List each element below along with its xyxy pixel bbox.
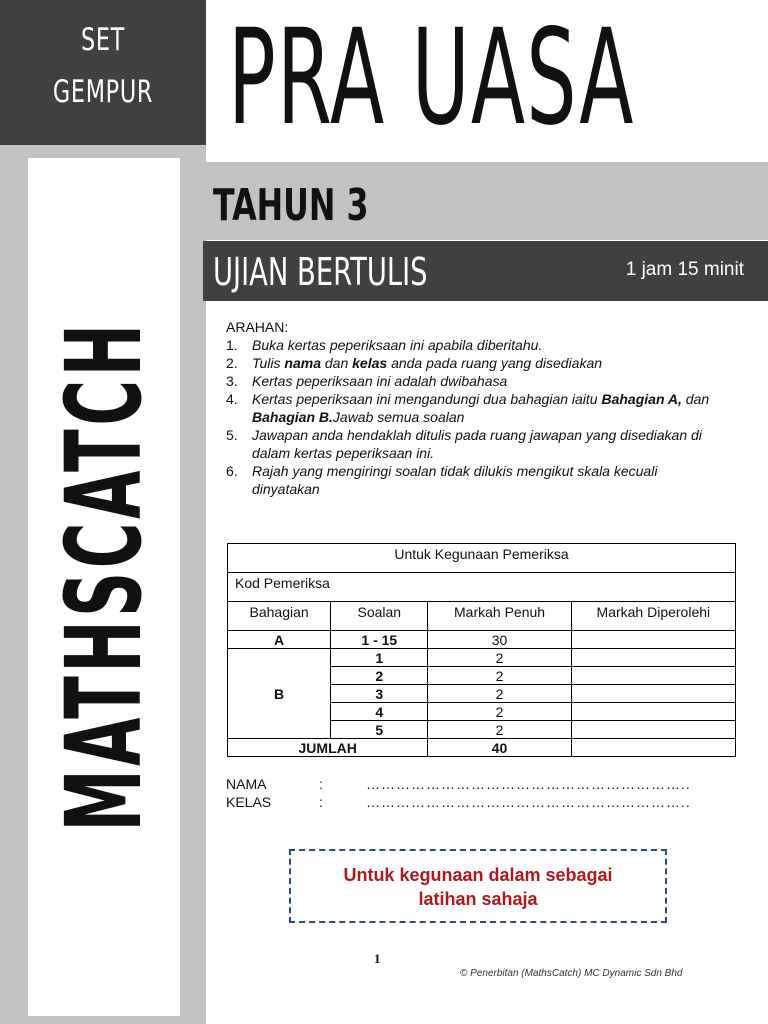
table-header: Bahagian xyxy=(228,602,331,631)
question-full-marks: 2 xyxy=(428,685,571,703)
brand-name: MATHSCATCH xyxy=(43,320,165,832)
page-number: 1 xyxy=(374,951,381,966)
question-full-marks: 2 xyxy=(428,649,571,667)
question-number: 3 xyxy=(331,685,428,703)
instruction-number: 2. xyxy=(226,355,238,371)
marks-obtained-cell xyxy=(571,721,735,739)
instruction-text: dan xyxy=(681,391,710,407)
year-label: TAHUN 3 xyxy=(213,180,369,231)
table-total-row xyxy=(228,739,736,757)
practice-notice xyxy=(289,849,667,923)
copyright-text: © Penerbitan (MathsCatch) MC Dynamic Sdn Bhd xyxy=(460,968,683,979)
section-b-cell: B xyxy=(228,649,331,739)
question-number: 4 xyxy=(331,703,428,721)
question-number: 1 xyxy=(331,649,428,667)
section-a-full-marks: 30 xyxy=(428,631,571,649)
year-band xyxy=(203,162,768,240)
examiner-table xyxy=(227,543,736,757)
title-text: PRA UASA xyxy=(228,1,635,155)
instruction-item xyxy=(226,354,726,372)
examiner-code-label: Kod Pemeriksa xyxy=(228,573,736,602)
instruction-number: 1. xyxy=(226,337,238,353)
instruction-text: Rajah yang mengiringi soalan tidak dilukis mengikut skala kecuali dinyatakan xyxy=(252,463,658,497)
instruction-emphasis: Bahagian B. xyxy=(252,409,333,425)
instruction-emphasis: nama xyxy=(284,355,321,371)
set-label-box xyxy=(0,0,206,145)
instruction-text: Jawapan anda hendaklah ditulis pada ruang jawapan yang disediakan di dalam kertas peperiksaan ini. xyxy=(252,427,702,461)
notice-line1: Untuk kegunaan dalam sebagai xyxy=(343,865,613,885)
instruction-text: Kertas peperiksaan ini mengandungi dua bahagian iaitu xyxy=(252,391,602,407)
set-label-line1: SET xyxy=(80,22,126,58)
total-label: JUMLAH xyxy=(228,739,428,757)
notice-text xyxy=(291,863,665,911)
instruction-number: 6. xyxy=(226,463,238,479)
question-number: 5 xyxy=(331,721,428,739)
table-title-row xyxy=(228,544,736,573)
instruction-number: 3. xyxy=(226,373,238,389)
instruction-text: dan xyxy=(321,355,353,371)
name-blank-line[interactable]: ……………………………………………………….. xyxy=(366,776,691,792)
marks-obtained-cell xyxy=(571,649,735,667)
marks-obtained-cell xyxy=(571,703,735,721)
instruction-item xyxy=(226,390,726,426)
instruction-text: Buka kertas peperiksaan ini apabila diberitahu. xyxy=(252,337,543,353)
instruction-item xyxy=(226,462,726,498)
question-full-marks: 2 xyxy=(428,667,571,685)
section-a-cell: A xyxy=(228,631,331,649)
instruction-text: Kertas peperiksaan ini adalah dwibahasa xyxy=(252,373,508,389)
instruction-emphasis: Bahagian A, xyxy=(601,391,682,407)
question-number: 2 xyxy=(331,667,428,685)
table-title: Untuk Kegunaan Pemeriksa xyxy=(228,544,736,573)
table-row xyxy=(228,631,736,649)
marks-obtained-cell xyxy=(571,631,735,649)
table-row xyxy=(228,649,736,667)
table-header: Markah Diperolehi xyxy=(571,602,735,631)
instruction-number: 5. xyxy=(226,427,238,443)
section-a-questions: 1 - 15 xyxy=(331,631,428,649)
question-full-marks: 2 xyxy=(428,703,571,721)
total-marks: 40 xyxy=(428,739,571,757)
question-full-marks: 2 xyxy=(428,721,571,739)
table-header-row xyxy=(228,602,736,631)
exam-bar xyxy=(203,241,768,301)
instruction-text: Jawab semua soalan xyxy=(332,409,465,425)
name-colon: : xyxy=(319,776,323,792)
instruction-emphasis: kelas xyxy=(352,355,388,371)
instruction-number: 4. xyxy=(226,391,238,407)
marks-obtained-cell xyxy=(571,685,735,703)
instruction-text: Tulis xyxy=(252,355,285,371)
page-title xyxy=(228,1,768,155)
exam-duration: 1 jam 15 minit xyxy=(625,259,744,280)
instructions-heading: ARAHAN: xyxy=(226,319,289,335)
class-blank-line[interactable]: ……………………………………………………….. xyxy=(366,794,691,810)
instruction-item xyxy=(226,372,726,390)
class-label: KELAS xyxy=(226,794,272,810)
name-label: NAMA xyxy=(226,776,267,792)
instruction-item xyxy=(226,336,726,354)
table-code-row xyxy=(228,573,736,602)
instructions-section xyxy=(226,318,726,498)
class-colon: : xyxy=(319,794,323,810)
table-header: Markah Penuh xyxy=(428,602,571,631)
instructions-list xyxy=(226,336,726,498)
table-header: Soalan xyxy=(331,602,428,631)
marks-obtained-cell xyxy=(571,667,735,685)
instruction-item xyxy=(226,426,726,462)
exam-name: UJIAN BERTULIS xyxy=(213,250,428,294)
instruction-text: anda pada ruang yang disediakan xyxy=(387,355,603,371)
marks-obtained-cell xyxy=(571,739,735,757)
notice-line2: latihan sahaja xyxy=(418,889,538,909)
set-label-line2: GEMPUR xyxy=(52,74,154,110)
